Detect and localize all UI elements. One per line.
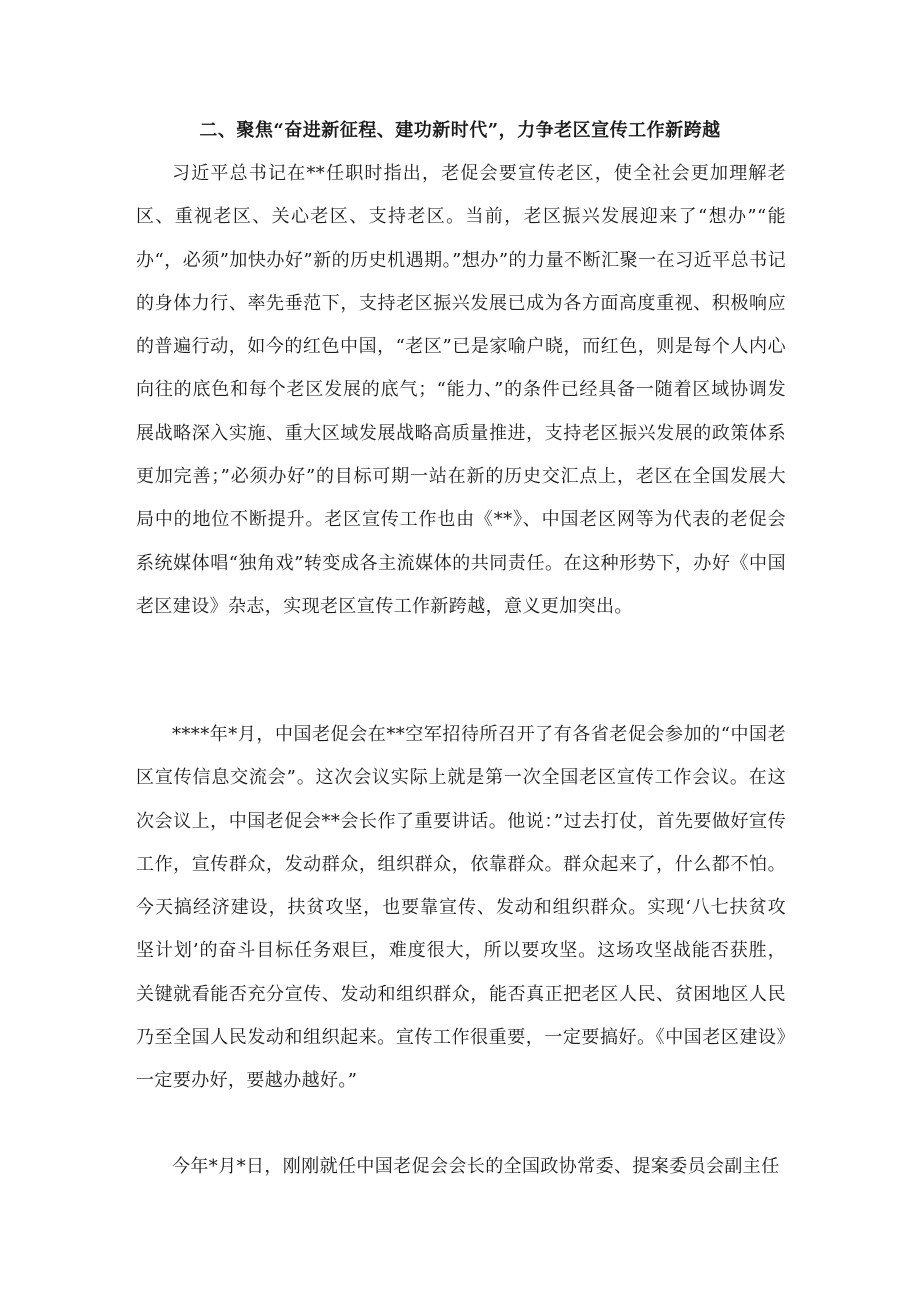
paragraph-2: ****年*月，中国老促会在**空军招待所召开了有各省老促会参加的“中国老区宣传信息交流会”。这次会议实际上就是第一次全国老区宣传工作会议。在这次会议上，中国老促会**会长作了重要讲话。他说：”过去打仗，首先要做好宣传工作，宣传群众，发动群众，组织群众，依靠群众。群众起来了，什么都不怕。今天搞经济建设，扶贫攻坚，也要靠宣传、发动和组织群众。实现‘八七扶贫攻坚计划’的奋斗目标任务艰巨，难度很大，所以要攻坚。这场攻坚战能否获胜，关键就看能否充分宣传、发动和组织群众，能否真正把老区人民、贫困地区人民乃至全国人民发动和组织起来。宣传工作很重要，一定要搞好。《中国老区建设》一定要办好，要越办越好。” [136,724,786,1092]
paragraph-3: 今年*月*日，刚刚就任中国老促会会长的全国政协常委、提案委员会副主任 [172,1156,780,1177]
paragraph-1: 习近平总书记在**任职时指出，老促会要宣传老区，使全社会更加理解老区、重视老区、关心老区、支持老区。当前，老区振兴发展迎来了“想办”“能办“，必须”加快办好”新的历史机遇期。”想办”的力量不断汇聚一在习近平总书记的身体力行、率先垂范下，支持老区振兴发展已成为各方面高度重视、积极响应的普遍行动，如今的红色中国，“老区”已是家喻户晓，而红色，则是每个人内心向往的底色和每个老区发展的底气；“能力、”的条件已经具备一随着区域协调发展战略深入实施、重大区域发展战略高质量推进，支持老区振兴发展的政策体系更加完善；”必须办好”的目标可期一站在新的历史交汇点上，老区在全国发展大局中的地位不断提升。老区宣传工作也由《**》、中国老区网等为代表的老促会系统媒体唱“独角戏”转变成各主流媒体的共同责任。在这种形势下，办好《中国老区建设》杂志，实现老区宣传工作新跨越，意义更加突出。 [136,163,786,617]
section-heading: 二、聚焦“奋进新征程、建功新时代”，力争老区宣传工作新跨越 [199,120,721,141]
